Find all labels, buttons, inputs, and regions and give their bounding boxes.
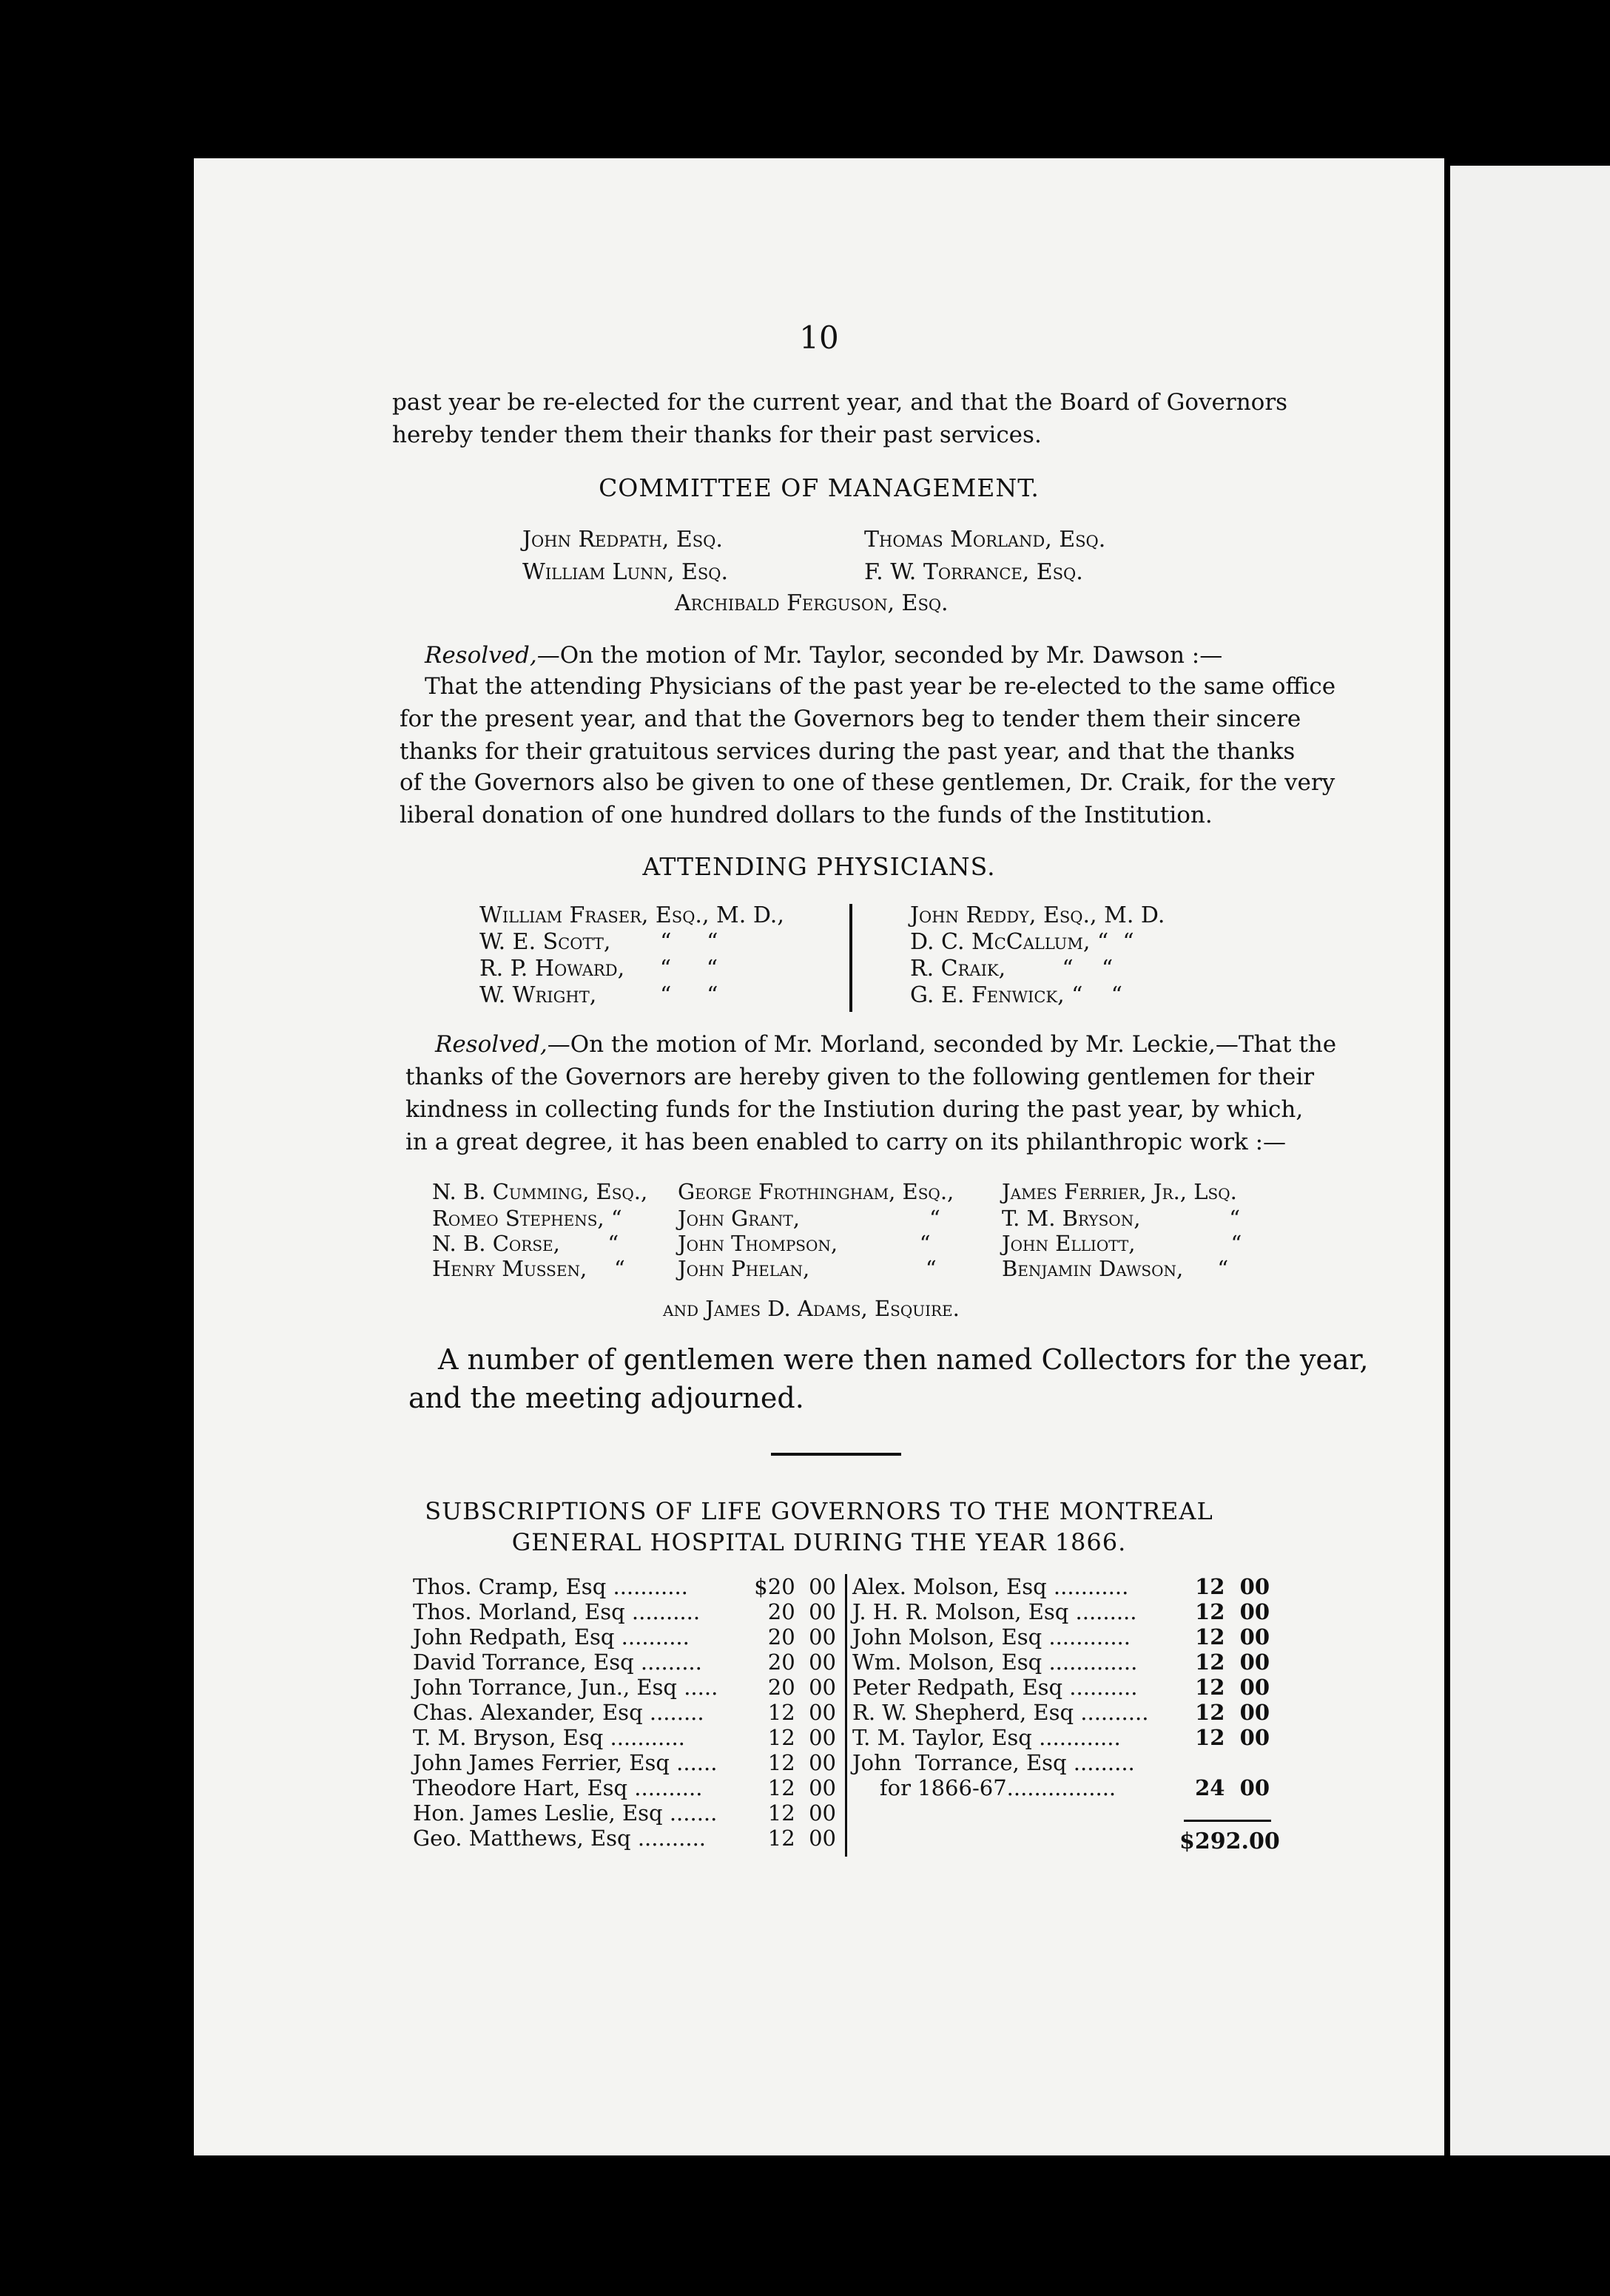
closing-line-1: A number of gentlemen were then named Collectors for the year, — [438, 1343, 1369, 1376]
physician: William Fraser, Esq., M. D., — [479, 902, 784, 928]
subscription-amount: 12 00 — [767, 1775, 836, 1800]
subscription-name: Hon. James Leslie, Esq ....... — [413, 1800, 718, 1826]
physician: R. Craik, “ “ — [910, 956, 1114, 982]
subscription-name: for 1866-67................ — [852, 1775, 1116, 1800]
subscription-amount: 12 00 — [1195, 1574, 1270, 1599]
resolved-label: Resolved, — [425, 642, 537, 669]
facing-page-edge — [1450, 166, 1610, 2155]
subscription-amount: 12 00 — [767, 1800, 836, 1826]
subscription-amount: 20 00 — [767, 1599, 836, 1624]
subscription-name: John Redpath, Esq .......... — [413, 1624, 690, 1650]
subscription-amount: 12 00 — [767, 1750, 836, 1775]
physician: John Reddy, Esq., M. D. — [910, 902, 1165, 928]
intro-line-2: hereby tender them their thanks for their past services. — [392, 422, 1042, 448]
physician: R. P. Howard, “ “ — [479, 956, 718, 982]
subscription-name: Alex. Molson, Esq ........... — [852, 1574, 1129, 1599]
subscription-name: T. M. Bryson, Esq ........... — [413, 1725, 685, 1750]
committee-member: Thomas Morland, Esq. — [864, 527, 1106, 553]
collector: John Thompson, “ — [678, 1231, 931, 1256]
subscription-amount: 12 00 — [767, 1826, 836, 1851]
column-divider — [849, 904, 852, 1012]
subscription-name: John James Ferrier, Esq ...... — [413, 1750, 718, 1775]
physician: W. Wright, “ “ — [479, 982, 718, 1008]
subscription-name: David Torrance, Esq ......... — [413, 1650, 702, 1675]
collector: N. B. Cumming, Esq., — [432, 1179, 648, 1204]
subscription-name: Geo. Matthews, Esq .......... — [413, 1826, 707, 1851]
resolution-1-line: thanks for their gratuitous services during the past year, and that the thanks — [400, 738, 1296, 765]
subscription-name: Thos. Cramp, Esq ........... — [413, 1574, 688, 1599]
subscription-name: Theodore Hart, Esq .......... — [413, 1775, 703, 1800]
resolution-2-line: in a great degree, it has been enabled to carry on its philanthropic work :— — [405, 1129, 1287, 1155]
subscription-amount: $20 00 — [754, 1574, 836, 1599]
subscription-name: J. H. R. Molson, Esq ......... — [852, 1599, 1137, 1624]
collector: N. B. Corse, “ — [432, 1231, 619, 1256]
total-rule — [1184, 1820, 1271, 1822]
resolution-1-line: That the attending Physicians of the past year be re-elected to the same office — [425, 673, 1336, 700]
subscription-name: Peter Redpath, Esq .......... — [852, 1675, 1138, 1700]
collector: John Phelan, “ — [678, 1256, 937, 1281]
resolution-1-first-line — [425, 639, 1222, 672]
resolution-2-line: kindness in collecting funds for the Instiution during the past year, by which, — [405, 1096, 1304, 1123]
page-number: 10 — [799, 320, 839, 356]
resolution-1-line: for the present year, and that the Governors beg to tender them their sincere — [400, 706, 1301, 732]
resolution-2-line: thanks of the Governors are hereby given to the following gentlemen for their — [405, 1064, 1315, 1090]
subscription-name: T. M. Taylor, Esq ............ — [852, 1725, 1121, 1750]
subscription-amount: 12 00 — [1195, 1700, 1270, 1725]
closing-line-2: and the meeting adjourned. — [408, 1382, 804, 1414]
subscription-amount: 12 00 — [1195, 1599, 1270, 1624]
physicians-heading: ATTENDING PHYSICIANS. — [642, 852, 996, 881]
collector: James Ferrier, Jr., Lsq. — [1002, 1179, 1237, 1204]
collector: Henry Mussen, “ — [432, 1256, 625, 1281]
collector: George Frothingham, Esq., — [678, 1179, 954, 1204]
collectors-closing: and James D. Adams, Esquire. — [663, 1296, 960, 1321]
subscription-name: John Torrance, Esq ......... — [852, 1750, 1135, 1775]
collector: John Grant, “ — [678, 1206, 940, 1231]
subscription-amount: 12 00 — [1195, 1675, 1270, 1700]
subscription-amount: 20 00 — [767, 1650, 836, 1675]
subscription-amount: 12 00 — [1195, 1725, 1270, 1750]
resolution-2-first-line — [435, 1028, 1336, 1061]
intro-line-1: past year be re-elected for the current year, and that the Board of Governors — [392, 389, 1288, 416]
resolution-1-line: liberal donation of one hundred dollars to the funds of the Institution. — [400, 802, 1213, 828]
subscriptions-divider — [845, 1574, 847, 1857]
subscription-amount: 12 00 — [767, 1700, 836, 1725]
subscription-name: Thos. Morland, Esq .......... — [413, 1599, 701, 1624]
subscription-name: John Torrance, Jun., Esq ..... — [413, 1675, 718, 1700]
subscription-amount: 20 00 — [767, 1675, 836, 1700]
committee-member: F. W. Torrance, Esq. — [864, 559, 1083, 585]
subscription-amount: 12 00 — [1195, 1650, 1270, 1675]
subscription-amount: 12 00 — [1195, 1624, 1270, 1650]
physician: G. E. Fenwick, “ “ — [910, 982, 1122, 1008]
subscription-name: John Molson, Esq ............ — [852, 1624, 1131, 1650]
subscriptions-total: $292.00 — [1179, 1829, 1280, 1854]
resolved-label: Resolved, — [435, 1031, 548, 1058]
subscription-amount: 20 00 — [767, 1624, 836, 1650]
collector: Romeo Stephens, “ — [432, 1206, 622, 1231]
committee-heading: COMMITTEE OF MANAGEMENT. — [599, 473, 1040, 502]
resolution-2-text: —On the motion of Mr. Morland, seconded by Mr. Leckie,—That the — [547, 1031, 1337, 1058]
subscriptions-heading-1: SUBSCRIPTIONS OF LIFE GOVERNORS TO THE MONTREAL — [425, 1497, 1213, 1525]
subscription-amount: 24 00 — [1195, 1775, 1270, 1800]
subscriptions-heading-2: GENERAL HOSPITAL DURING THE YEAR 1866. — [511, 1528, 1127, 1556]
committee-member: Archibald Ferguson, Esq. — [675, 590, 949, 616]
collector: John Elliott, “ — [1002, 1231, 1242, 1256]
resolution-1-line: of the Governors also be given to one of these gentlemen, Dr. Craik, for the very — [400, 769, 1336, 796]
physician: W. E. Scott, “ “ — [479, 929, 718, 955]
committee-member: John Redpath, Esq. — [522, 527, 723, 553]
physician: D. C. McCallum, “ “ — [910, 929, 1134, 955]
section-rule — [771, 1453, 901, 1456]
resolution-1-text: —On the motion of Mr. Taylor, seconded by Mr. Dawson :— — [536, 642, 1223, 669]
collector: T. M. Bryson, “ — [1002, 1206, 1241, 1231]
committee-member: William Lunn, Esq. — [522, 559, 729, 585]
subscription-amount: 12 00 — [767, 1725, 836, 1750]
subscription-name: R. W. Shepherd, Esq .......... — [852, 1700, 1149, 1725]
subscription-name: Wm. Molson, Esq ............. — [852, 1650, 1138, 1675]
collector: Benjamin Dawson, “ — [1002, 1256, 1229, 1281]
subscription-name: Chas. Alexander, Esq ........ — [413, 1700, 704, 1725]
